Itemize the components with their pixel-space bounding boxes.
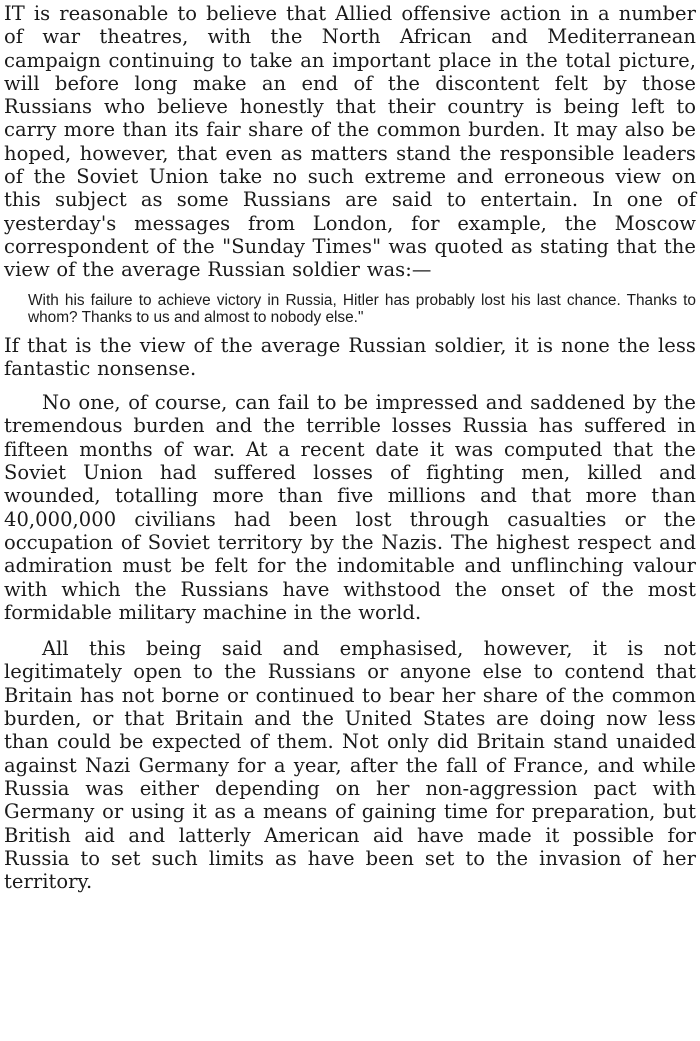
paragraph-response: If that is the view of the average Russian soldier, it is none the less fantastic nonsense. <box>4 333 696 380</box>
paragraph-britain: All this being said and emphasised, however, it is not legitimately open to the Russians or anyone else to contend that Britain has not borne or continued to bear her share of the common burden, or that Britain and the United States are doing now less than could be expected of them. Not only did Britain stand unaided against Nazi Germany for a year, after the fall of France, and while Russia was either depending on her non-aggression pact with Germany or using it as a means of gaining time for preparation, but British aid and latterly American aid have made it possible for Russia to set such limits as have been set to the invasion of her territory. <box>4 637 696 894</box>
block-quote: With his failure to achieve victory in Russia, Hitler has probably lost his last chance. Thanks to whom? Thanks to us and almost to nobody else." <box>28 291 696 326</box>
newspaper-column <box>4 2 696 893</box>
opening-paragraph: IT is reasonable to believe that Allied offensive action in a number of war theatres, with the North African and Mediterranean campaign continuing to take an important place in the total picture, will before long make an end of the discontent felt by those Russians who believe honestly that their country is being left to carry more than its fair share of the common burden. It may also be hoped, however, that even as matters stand the responsible leaders of the Soviet Union take no such extreme and erroneous view on this subject as some Russians are said to entertain. In one of yesterday's messages from London, for example, the Moscow correspondent of the "Sunday Times" was quoted as stating that the view of the average Russian soldier was:— <box>4 2 696 282</box>
paragraph-losses: No one, of course, can fail to be impressed and saddened by the tremendous burden and the terrible losses Russia has suffered in fifteen months of war. At a recent date it was computed that the Soviet Union had suffered losses of fighting men, killed and wounded, totalling more than five millions and that more than 40,000,000 civilians had been lost through casualties or the occupation of Soviet territory by the Nazis. The highest respect and admiration must be felt for the indomitable and unflinching valour with which the Russians have withstood the onset of the most formidable military machine in the world. <box>4 391 696 624</box>
